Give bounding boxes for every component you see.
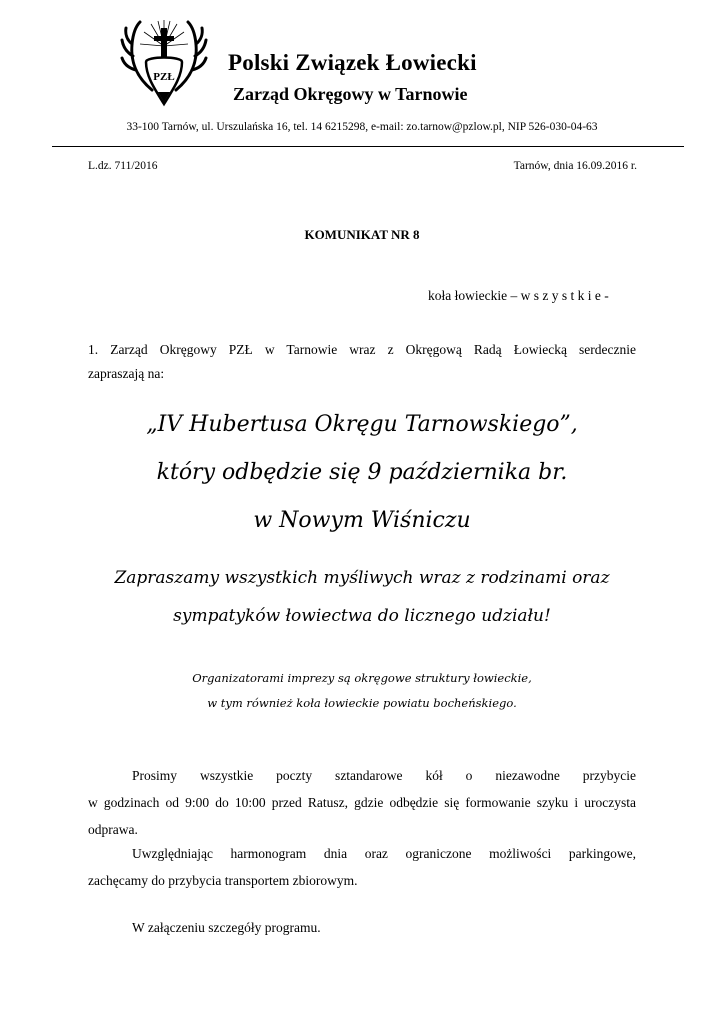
document-title: KOMUNIKAT NR 8 (304, 227, 420, 242)
organizers-line-1: Organizatorami imprezy są okręgowe struktury łowieckie, (192, 671, 532, 685)
invitation-paragraph (88, 338, 636, 386)
event-location: w Nowym Wiśniczu (253, 508, 471, 533)
paragraph-line: odprawa. (88, 822, 138, 837)
invite-line-1: Zapraszamy wszystkich myśliwych wraz z rodzinami oraz (114, 568, 610, 588)
reference-number: L.dz. 711/2016 (88, 160, 158, 172)
attachment-note (88, 914, 636, 941)
paragraph-line: W załączeniu szczegóły programu. (132, 920, 321, 935)
header-divider (52, 146, 684, 147)
paragraph-line: w godzinach od 9:00 do 10:00 przed Ratusz, gdzie odbędzie się formowanie szyku i uroczysta (88, 795, 636, 810)
invite-line-2: sympatyków łowiectwa do licznego udziału! (173, 606, 551, 626)
paragraph-line: 1. Zarząd Okręgowy PZŁ w Tarnowie wraz z Okręgową Radą Łowiecką serdecznie (88, 342, 636, 357)
paragraph-line: Uwzględniając harmonogram dnia oraz ograniczone możliwości parkingowe, (132, 846, 636, 861)
organization-subtitle: Zarząd Okręgowy w Tarnowie (233, 84, 468, 104)
event-title: „IV Hubertusa Okręgu Tarnowskiego”, (146, 412, 578, 437)
organization-name: Polski Związek Łowiecki (228, 50, 477, 75)
paragraph-line: zachęcamy do przybycia transportem zbiorowym. (88, 873, 358, 888)
contact-address: 33-100 Tarnów, ul. Urszulańska 16, tel. 14 6215298, e-mail: zo.tarnow@pzlow.pl, NIP 526-030-04-63 (126, 121, 598, 133)
paragraph-line: Prosimy wszystkie poczty sztandarowe kół o niezawodne przybycie (132, 768, 636, 783)
pzl-emblem-logo (118, 18, 210, 108)
recipients: koła łowieckie – w s z y s t k i e - (428, 288, 609, 303)
paragraph-line: zapraszają na: (88, 366, 165, 381)
standard-bearers-paragraph (88, 762, 636, 843)
document-date: Tarnów, dnia 16.09.2016 r. (513, 160, 637, 172)
svg-text:PZŁ: PZŁ (153, 71, 175, 83)
organizers-line-2: w tym również koła łowieckie powiatu bocheńskiego. (207, 696, 517, 710)
event-date: który odbędzie się 9 października br. (156, 460, 568, 485)
transport-paragraph (88, 840, 636, 894)
